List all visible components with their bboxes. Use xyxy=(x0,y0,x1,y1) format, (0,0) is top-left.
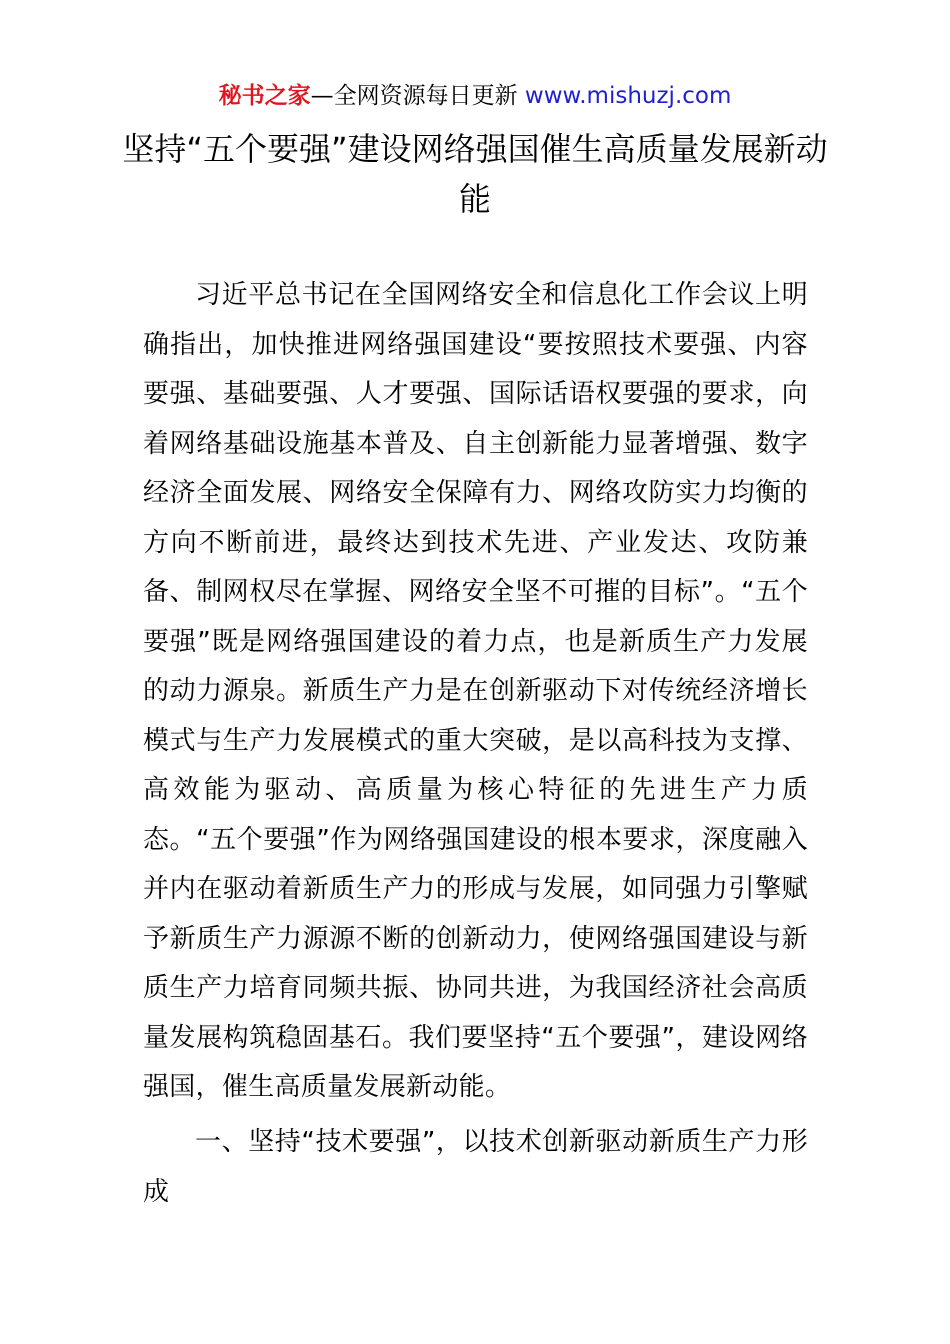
body-paragraph-intro: 习近平总书记在全国网络安全和信息化工作会议上明确指出，加快推进网络强国建设“要按照技术要强、内容要强、基础要强、人才要强、国际话语权要强的要求，向着网络基础设施基本普及、自主创新能力显著增强、数字经济全面发展、网络安全保障有力、网络攻防实力均衡的方向不断前进，最终达到技术先进、产业发达、攻防兼备、制网权尽在掌握、网络安全坚不可摧的目标”。“五个要强”既是网络强国建设的着力点，也是新质生产力发展的动力源泉。新质生产力是在创新驱动下对传统经济增长模式与生产力发展模式的重大突破，是以高科技为支撑、高效能为驱动、高质量为核心特征的先进生产力质态。“五个要强”作为网络强国建设的根本要求，深度融入并内在驱动着新质生产力的形成与发展，如同强力引擎赋予新质生产力源源不断的创新动力，使网络强国建设与新质生产力培育同频共振、协同共进，为我国经济社会高质量发展构筑稳固基石。我们要坚持“五个要强”，建设网络强国，催生高质量发展新动能。 xyxy=(143,280,808,1102)
section-heading-1: 一、坚持“技术要强”，以技术创新驱动新质生产力形成 xyxy=(143,1127,808,1207)
site-header xyxy=(0,80,950,112)
document-title: 坚持“五个要强”建设网络强国催生高质量发展新动能 xyxy=(122,130,828,218)
brand-name: 秘书之家 xyxy=(218,83,311,109)
header-tagline: —全网资源每日更新 xyxy=(310,83,525,109)
site-url-link[interactable]: www.mishuzj.com xyxy=(524,83,732,109)
